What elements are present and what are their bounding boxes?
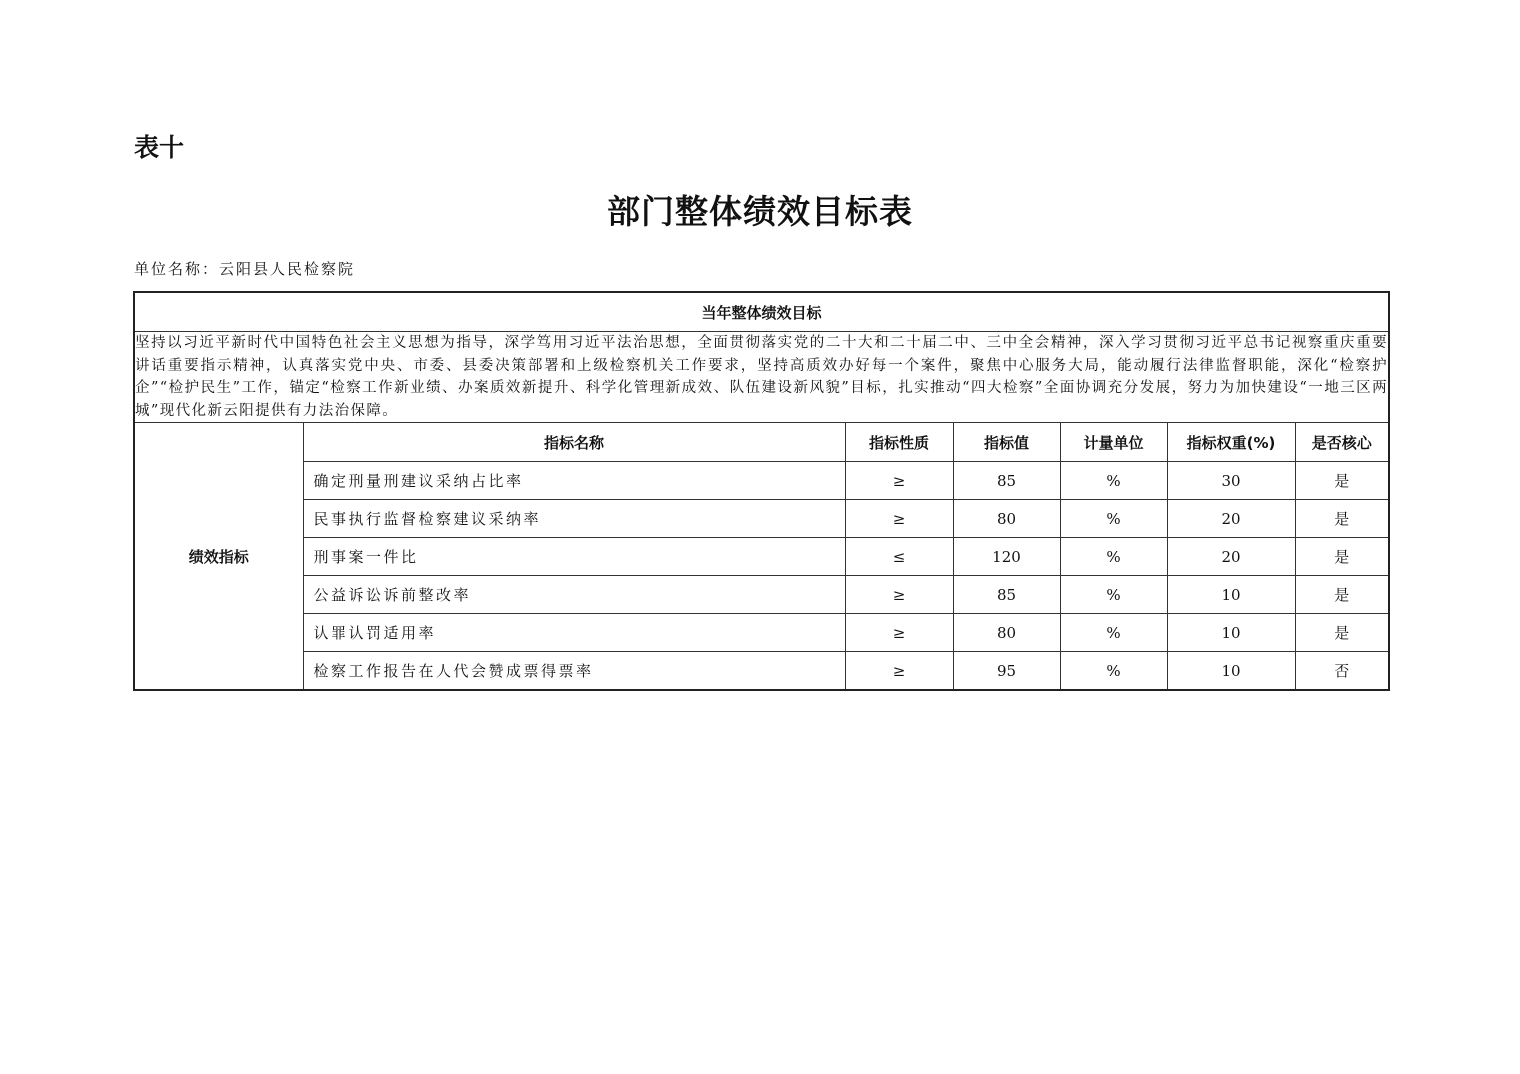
indicator-unit: % (1060, 576, 1167, 614)
indicator-core: 是 (1295, 576, 1389, 614)
indicator-unit: % (1060, 538, 1167, 576)
col-header-nature: 指标性质 (845, 423, 953, 462)
indicator-name: 民事执行监督检察建议采纳率 (303, 500, 845, 538)
indicator-nature: ≥ (845, 462, 953, 500)
indicator-value: 80 (953, 500, 1060, 538)
indicator-weight: 30 (1167, 462, 1295, 500)
page-title: 部门整体绩效目标表 (607, 192, 913, 231)
indicator-core: 是 (1295, 462, 1389, 500)
indicator-nature: ≥ (845, 576, 953, 614)
indicator-name: 确定刑量刑建议采纳占比率 (303, 462, 845, 500)
indicator-unit: % (1060, 462, 1167, 500)
col-header-value: 指标值 (953, 423, 1060, 462)
indicator-weight: 20 (1167, 538, 1295, 576)
unit-name-line: 单位名称：云阳县人民检察院 (134, 260, 356, 278)
indicator-weight: 10 (1167, 652, 1295, 691)
indicator-weight: 10 (1167, 614, 1295, 652)
goal-text: 坚持以习近平新时代中国特色社会主义思想为指导，深学笃用习近平法治思想，全面贯彻落实党的二十大和二十届二中、三中全会精神，深入学习贯彻习近平总书记视察重庆重要讲话重要指示精神，认真落实党中央、市委、县委决策部署和上级检察机关工作要求，坚持高质效办好每一个案件，聚焦中心服务大局，能动履行法律监督职能，深化“检察护企”“检护民生”工作，锚定“检察工作新业绩、办案质效新提升、科学化管理新成效、队伍建设新风貌”目标，扎实推动“四大检察”全面协调充分发展，努力为加快建设“一地三区两城”现代化新云阳提供有力法治保障。 (134, 332, 1389, 423)
indicator-value: 120 (953, 538, 1060, 576)
col-header-weight: 指标权重(%) (1167, 423, 1295, 462)
table-row (134, 462, 1389, 500)
col-header-name: 指标名称 (303, 423, 845, 462)
indicator-value: 95 (953, 652, 1060, 691)
indicator-core: 是 (1295, 538, 1389, 576)
col-header-core: 是否核心 (1295, 423, 1389, 462)
indicator-nature: ≥ (845, 614, 953, 652)
table-row (134, 576, 1389, 614)
table-row (134, 652, 1389, 691)
indicator-value: 85 (953, 576, 1060, 614)
perf-indicator-label: 绩效指标 (134, 423, 303, 691)
table-row (134, 500, 1389, 538)
indicator-value: 80 (953, 614, 1060, 652)
indicator-nature: ≥ (845, 652, 953, 691)
indicator-unit: % (1060, 500, 1167, 538)
indicator-name: 检察工作报告在人代会赞成票得票率 (303, 652, 845, 691)
indicator-core: 是 (1295, 500, 1389, 538)
indicator-weight: 10 (1167, 576, 1295, 614)
indicator-unit: % (1060, 614, 1167, 652)
indicator-name: 公益诉讼诉前整改率 (303, 576, 845, 614)
table-row (134, 614, 1389, 652)
indicator-name: 刑事案一件比 (303, 538, 845, 576)
indicator-name: 认罪认罚适用率 (303, 614, 845, 652)
goal-header: 当年整体绩效目标 (134, 292, 1389, 332)
indicator-weight: 20 (1167, 500, 1295, 538)
indicator-nature: ≥ (845, 500, 953, 538)
table-row (134, 538, 1389, 576)
indicator-core: 是 (1295, 614, 1389, 652)
indicator-core: 否 (1295, 652, 1389, 691)
table-number: 表十 (134, 133, 185, 162)
indicator-nature: ≤ (845, 538, 953, 576)
col-header-unit: 计量单位 (1060, 423, 1167, 462)
indicator-value: 85 (953, 462, 1060, 500)
performance-table (133, 291, 1390, 691)
indicator-unit: % (1060, 652, 1167, 691)
